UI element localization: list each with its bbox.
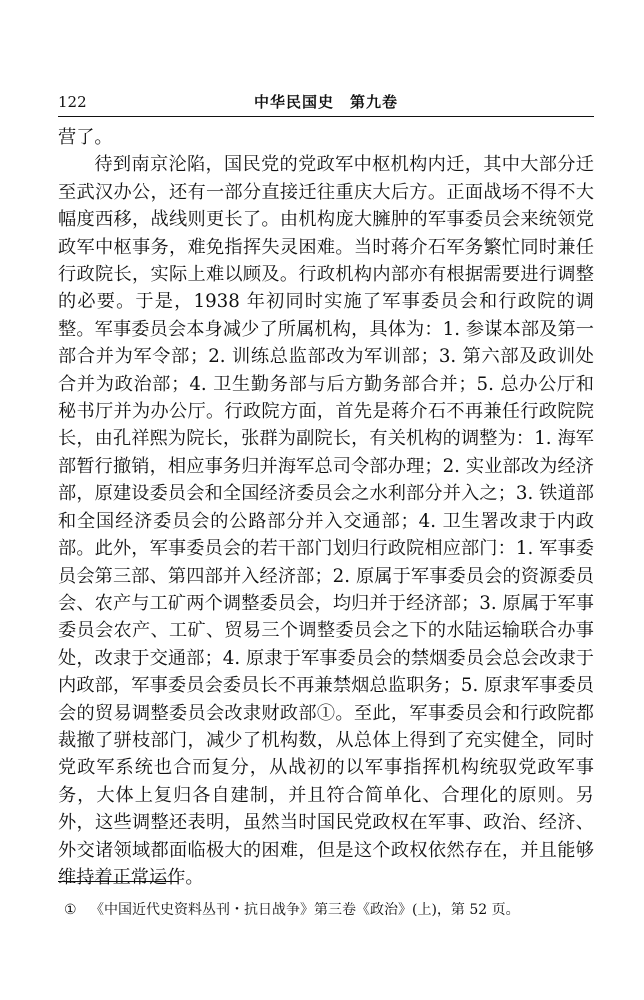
body-text (58, 124, 594, 891)
paragraph: 待到南京沦陷，国民党的党政军中枢机构内迁，其中大部分迁至武汉办公，还有一部分直接迁往重庆大后方。正面战场不得不大幅度西移，战线则更长了。由机构庞大臃肿的军事委员会来统领党政军中枢事务，难免指挥失灵困难。当时蒋介石军务繁忙同时兼任行政院长，实际上难以顾及。行政机构内部亦有根据需要进行调整的必要。于是，1938 年初同时实施了军事委员会和行政院的调整。军事委员会本身减少了所属机构，具体为：1. 参谋本部及第一部合并为军令部；2. 训练总监部改为军训部；3. 第六部及政训处合并为政治部；4. 卫生勤务部与后方勤务部合并；5. 总办公厅和秘书厅并为办公厅。行政院方面，首先是蒋介石不再兼任行政院院长，由孔祥熙为院长，张群为副院长，有关机构的调整为：1. 海军部暂行撤销，相应事务归并海军总司令部办理；2. 实业部改为经济部，原建设委员会和全国经济委员会之水利部分并入之；3. 铁道部和全国经济委员会的公路部分并入交通部；4. 卫生署改隶于内政部。此外，军事委员会的若干部门划归行政院相应部门：1. 军事委员会第三部、第四部并入经济部；2. 原属于军事委员会的资源委员会、农产与工矿两个调整委员会，均归并于经济部；3. 原属于军事委员会农产、工矿、贸易三个调整委员会之下的水陆运输联合办事处，改隶于交通部；4. 原隶于军事委员会的禁烟委员会总会改隶于内政部，军事委员会委员长不再兼禁烟总监职务；5. 原隶军事委员会的贸易调整委员会改隶财政部①。至此，军事委员会和行政院都裁撤了骈枝部门，减少了机构数，从总体上得到了充实健全，同时党政军系统也合而复分，从战初的以军事指挥机构统驭党政军事务，大体上复归各自建制，并且符合简单化、合理化的原则。另外，这些调整还表明，虽然当时国民党政权在军事、政治、经济、外交诸领域都面临极大的困难，但是这个政权依然存在，并且能够维持着正常运作。 (58, 154, 594, 888)
footnote-mark: ① (64, 902, 77, 918)
page-header (58, 92, 594, 118)
footnote-rule (58, 881, 178, 882)
page-number: 122 (58, 93, 87, 111)
footnote (64, 900, 594, 920)
footnote-text: 《中国近代史资料丛刊・抗日战争》第三卷《政治》(上)，第 52 页。 (90, 902, 520, 918)
header-rule (58, 116, 594, 117)
running-title: 中华民国史 第九卷 (253, 93, 398, 111)
paragraph-continuation: 营了。 (58, 127, 113, 148)
